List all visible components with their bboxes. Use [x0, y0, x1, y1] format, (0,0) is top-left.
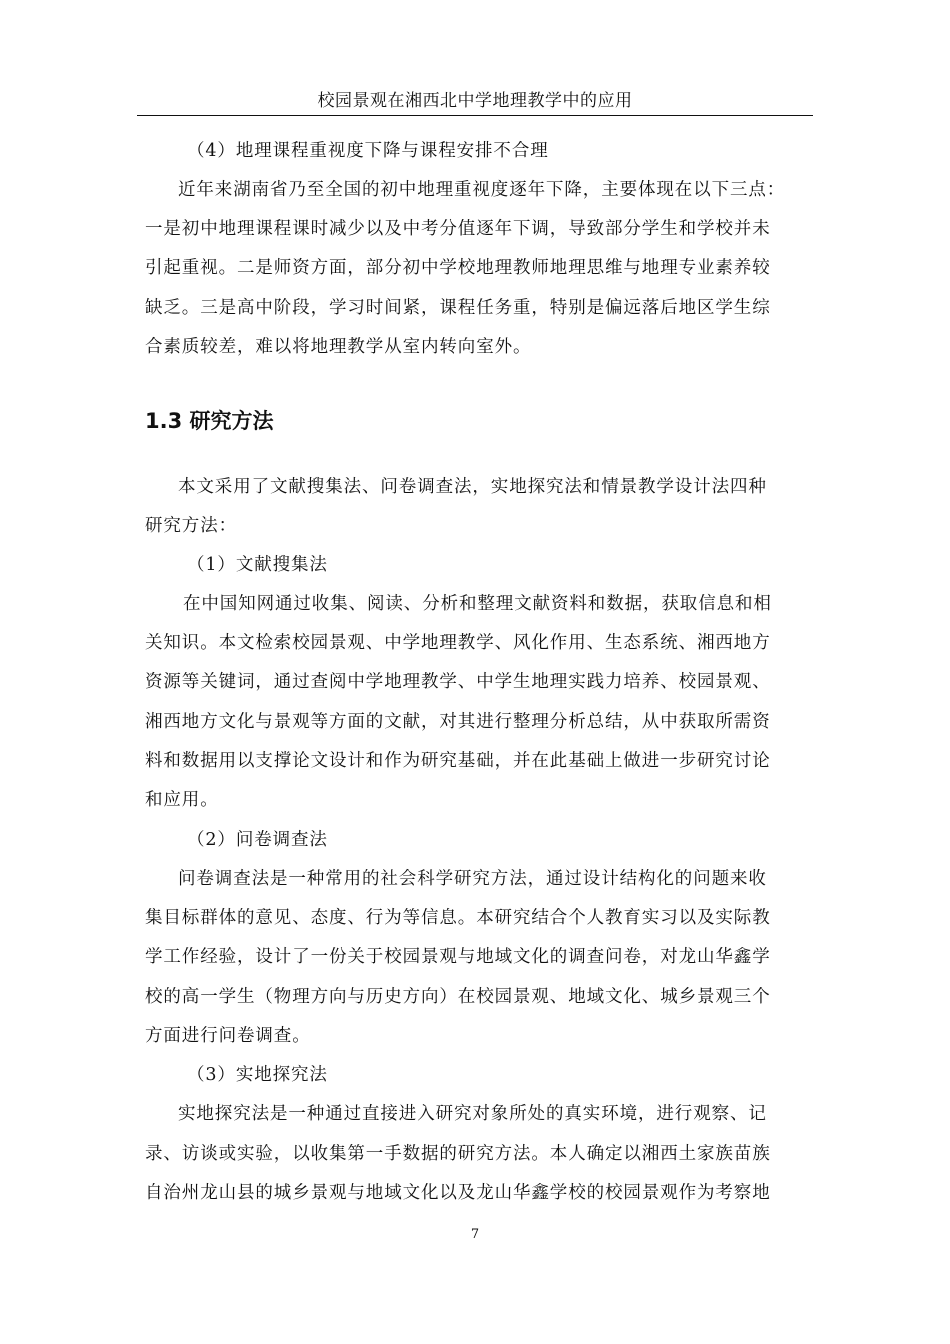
paragraph-line: 缺乏。三是高中阶段，学习时间紧，课程任务重，特别是偏远落后地区学生综 [145, 298, 771, 318]
method-heading-3: （3）实地探究法 [187, 1065, 328, 1085]
paragraph-line: 本文采用了文献搜集法、问卷调查法，实地探究法和情景教学设计法四种 [178, 477, 767, 497]
paragraph-line: 关知识。本文检索校园景观、中学地理教学、风化作用、生态系统、湘西地方 [145, 633, 771, 653]
paragraph-line: 合素质较差，难以将地理教学从室内转向室外。 [145, 337, 532, 357]
paragraph-line: 料和数据用以支撑论文设计和作为研究基础，并在此基础上做进一步研究讨论 [145, 751, 771, 771]
paragraph-line: 学工作经验，设计了一份关于校园景观与地域文化的调查问卷，对龙山华鑫学 [145, 947, 771, 967]
paragraph-line: 一是初中地理课程课时减少以及中考分值逐年下调，导致部分学生和学校并未 [145, 219, 771, 239]
paragraph-line: 自治州龙山县的城乡景观与地域文化以及龙山华鑫学校的校园景观作为考察地 [145, 1183, 771, 1203]
method-heading-1: （1）文献搜集法 [187, 555, 328, 575]
paragraph-line: 录、访谈或实验，以收集第一手数据的研究方法。本人确定以湘西土家族苗族 [145, 1144, 771, 1164]
paragraph-line: 引起重视。二是师资方面，部分初中学校地理教师地理思维与地理专业素养较 [145, 258, 771, 278]
paragraph-line: 校的高一学生（物理方向与历史方向）在校园景观、地域文化、城乡景观三个 [145, 987, 771, 1007]
paragraph-line: 问卷调查法是一种常用的社会科学研究方法，通过设计结构化的问题来收 [178, 869, 767, 889]
paragraph-line: 方面进行问卷调查。 [145, 1026, 311, 1046]
paragraph-line: 湘西地方文化与景观等方面的文献，对其进行整理分析总结，从中获取所需资 [145, 712, 771, 732]
paragraph-line: 集目标群体的意见、态度、行为等信息。本研究结合个人教育实习以及实际教 [145, 908, 771, 928]
method-heading-2: （2）问卷调查法 [187, 830, 328, 850]
subsection-heading-4: （4）地理课程重视度下降与课程安排不合理 [187, 141, 549, 161]
running-header: 校园景观在湘西北中学地理教学中的应用 [317, 91, 633, 111]
header-rule [137, 115, 813, 116]
page-number: 7 [470, 1227, 480, 1242]
paragraph-line: 和应用。 [145, 790, 219, 810]
paragraph-line: 近年来湖南省乃至全国的初中地理重视度逐年下降，主要体现在以下三点： [178, 180, 786, 200]
section-heading-1-3: 1.3 研究方法 [145, 409, 274, 433]
paragraph-line: 在中国知网通过收集、阅读、分析和整理文献资料和数据，获取信息和相 [183, 594, 772, 614]
paragraph-line: 研究方法： [145, 516, 237, 536]
paragraph-line: 资源等关键词，通过查阅中学地理教学、中学生地理实践力培养、校园景观、 [145, 672, 771, 692]
paragraph-line: 实地探究法是一种通过直接进入研究对象所处的真实环境，进行观察、记 [178, 1104, 767, 1124]
